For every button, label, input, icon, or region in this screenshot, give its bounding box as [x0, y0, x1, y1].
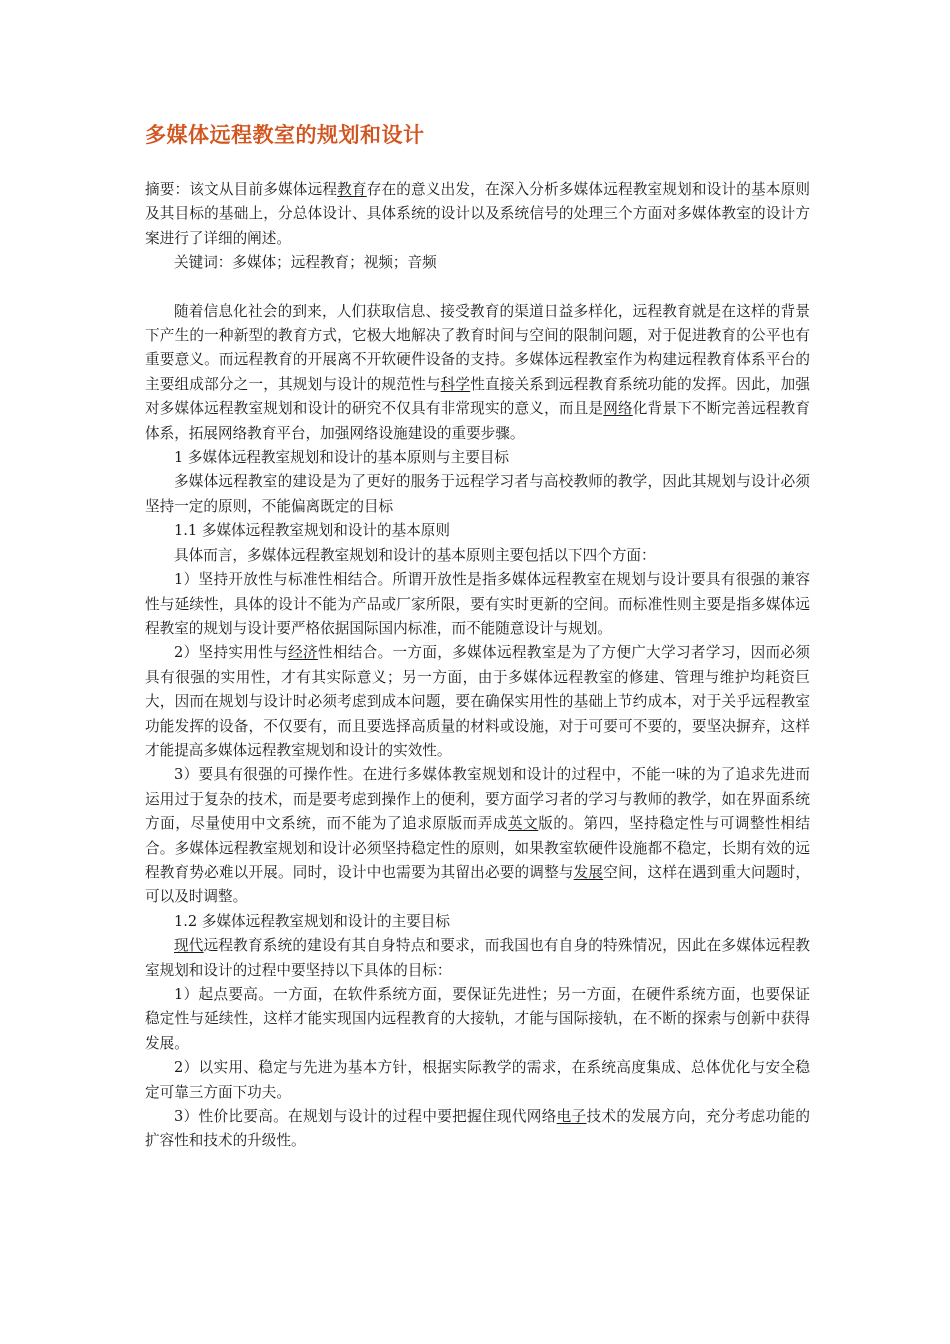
- principle-3-text: 3）要具有很强的可操作性。在进行多媒体教室规划和设计的过程中，不能一味的为了追求先进而运用过于复杂的技术，而是要考虑到操作上的便利，要方面学习者的学习与教师的教学，如在界面系统方面，尽量使用中文系统，而不能为了追求原版而弄成: [145, 766, 810, 833]
- link-economy[interactable]: 经济: [288, 644, 318, 662]
- principle-1: 1）坚持开放性与标准性相结合。所谓开放性是指多媒体远程教室在规划与设计要具有很强的兼容性与延续性，具体的设计不能为产品或厂家所限，要有实时更新的空间。而标准性则主要是指多媒体远程教室的规划与设计要严格依据国际国内标准，而不能随意设计与规划。: [145, 571, 810, 637]
- section-1-1-text: 具体而言，多媒体远程教室规划和设计的基本原则主要包括以下四个方面：: [174, 546, 656, 564]
- intro-paragraph: [145, 300, 810, 446]
- abstract-paragraph: [145, 178, 810, 251]
- abstract-text-2: 存在的意义出发，在深入分析多媒体远程教室规划和设计的基本原则及其目标的基础上，分总体设计、具体系统的设计以及系统信号的处理三个方面对多媒体教室的设计方案进行了详细的阐述。: [145, 181, 810, 247]
- goal-1: 1）起点要高。一方面，在软件系统方面，要保证先进性；另一方面，在硬件系统方面，也要保证稳定性与延续性，这样才能实现国内远程教育的大接轨，才能与国际接轨，在不断的探索与创新中获得发展。: [145, 986, 810, 1052]
- principle-2-text-2: 性相结合。一方面，多媒体远程教室是为了方便广大学习者学习，因而必须具有很强的实用性，才有其实际意义；另一方面，由于多媒体远程教室的修建、管理与维护均耗资巨大，因而在规划与设计时必须考虑到成本问题，要在确保实用性的基础上节约成本，对于关乎远程教室功能发挥的设备，不仅要有，而且要选择高质量的材料或设施，对于可要可不要的，要坚决摒弃，这样才能提高多媒体远程教室规划和设计的实效性。: [145, 644, 810, 759]
- section-1-text: 多媒体远程教室的建设是为了更好的服务于远程学习者与高校教师的教学，因此其规划与设计必须坚持一定的原则，不能偏离既定的目标: [145, 473, 810, 515]
- abstract-text: 摘要：该文从目前多媒体远程: [145, 181, 338, 198]
- link-education[interactable]: 教育: [337, 181, 367, 198]
- goal-2: 2）以实用、稳定与先进为基本方针，根据实际教学的需求，在系统高度集成、总体优化与安全稳定可靠三方面下功夫。: [145, 1059, 810, 1101]
- section-1-2-text-body: 远程教育系统的建设有其自身特点和要求，而我国也有自身的特殊情况，因此在多媒体远程教室规划和设计的过程中要坚持以下具体的目标：: [145, 937, 810, 979]
- intro-text: 随着信息化社会的到来，人们获取信息、接受教育的渠道日益多样化，远程教育就是在这样的背景下产生的一种新型的教育方式，它极大地解决了教育时间与空间的限制问题，对于促进教育的公平也有重要意义。而远程教育的开展离不开软硬件设备的支持。多媒体远程教室作为构建远程教育体系平台的主要组成部分之一，其规划与设计的规范性与: [145, 302, 810, 393]
- link-science[interactable]: 科学: [440, 375, 471, 393]
- link-english[interactable]: 英文: [508, 815, 539, 833]
- blank-line: [145, 276, 810, 300]
- section-1-2-heading: 1.2 多媒体远程教室规划和设计的主要目标: [174, 912, 450, 930]
- document-page: [145, 118, 810, 1154]
- principle-2: [145, 641, 810, 763]
- keywords: 关键词：多媒体；远程教育；视频；音频: [174, 254, 437, 272]
- section-1-1-heading: 1.1 多媒体远程教室规划和设计的基本原则: [174, 522, 450, 540]
- intro-text-2: 性直接关系到远程教育系统功能的发挥。因此，加强对多媒体远程教室规划和设计的研究不仅具有非常现实的意义，而且是: [145, 375, 810, 418]
- goal-3: [145, 1105, 810, 1154]
- goal-3-text-2: 技术的发展方向，充分考虑功能的扩容性和技术的升级性。: [145, 1108, 810, 1150]
- link-electronics[interactable]: 电子: [556, 1108, 587, 1126]
- goal-3-text: 3）性价比要高。在规划与设计的过程中要把握住现代网络: [174, 1108, 557, 1126]
- section-1-2-text: [145, 934, 810, 983]
- document-title: 多媒体远程教室的规划和设计: [145, 123, 425, 147]
- link-modern[interactable]: 现代: [174, 937, 204, 955]
- principle-2-text: 2）坚持实用性与: [174, 644, 289, 662]
- principle-3-text-2: 版的。第四，坚持稳定性与可调整性相结合。多媒体远程教室规划和设计必须坚持稳定性的原则，如果教室软硬件设施都不稳定，长期有效的远程教育势必难以开展。同时，设计中也需要为其留出必要的调整与: [145, 815, 810, 881]
- intro-text-3: 化背景下不断完善远程教育体系，拓展网络教育平台，加强网络设施建设的重要步骤。: [145, 400, 810, 442]
- link-development[interactable]: 发展: [573, 863, 604, 881]
- principle-3-text-3: 空间，这样在遇到重大问题时，可以及时调整。: [145, 863, 810, 906]
- link-network[interactable]: 网络: [603, 400, 633, 418]
- section-1-heading: 1 多媒体远程教室规划和设计的基本原则与主要目标: [174, 449, 509, 467]
- principle-3: [145, 763, 810, 909]
